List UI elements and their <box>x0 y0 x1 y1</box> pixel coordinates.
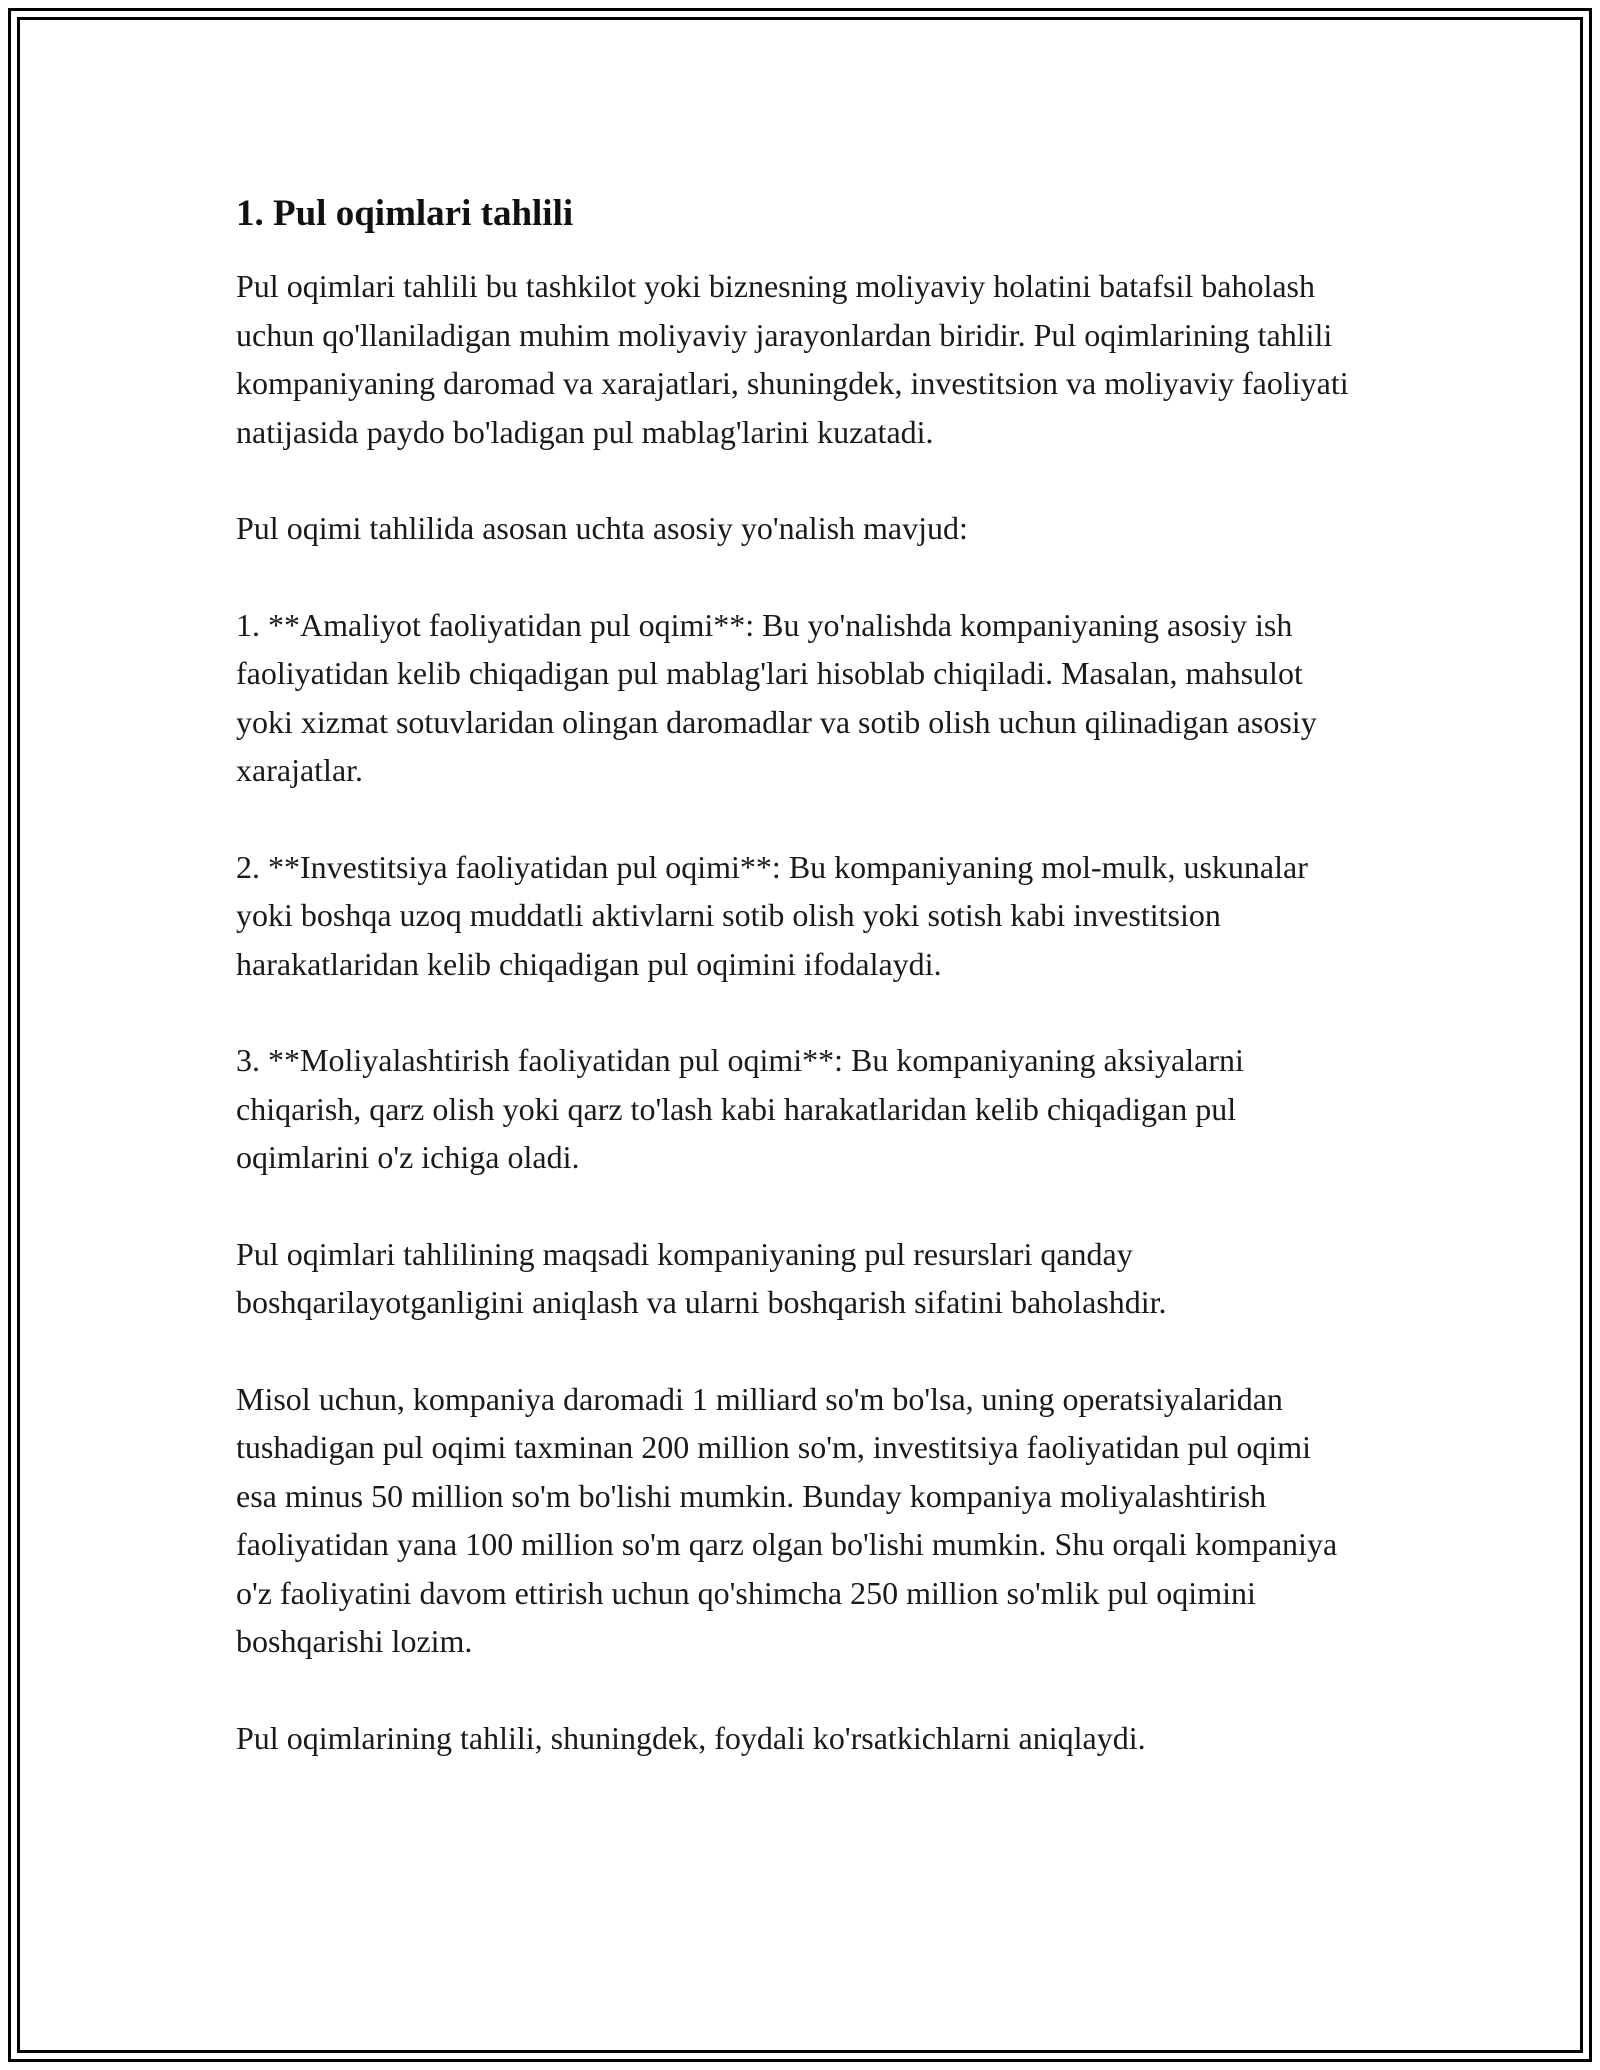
paragraph-financing-cash-flow: 3. **Moliyalashtirish faoliyatidan pul oqimi**: Bu kompaniyaning aksiyalarni chiqarish, qarz olish yoki qarz to'lash kabi harakatlaridan kelib chiqadigan pul oqimlarini o'z ichiga oladi. <box>236 1042 1244 1175</box>
paragraph-conclusion: Pul oqimlarining tahlili, shuningdek, foydali ko'rsatkichlarni aniqlaydi. <box>236 1719 1146 1756</box>
paragraph-operating-cash-flow: 1. **Amaliyot faoliyatidan pul oqimi**: Bu yo'nalishda kompaniyaning asosiy ish faoliyatidan kelib chiqadigan pul mablag'lari hisoblab chiqiladi. Masalan, mahsulot yoki xizmat sotuvlaridan olingan daromadlar va sotib olish uchun qilinadigan asosiy xarajatlar. <box>236 606 1317 788</box>
paragraph-intro: Pul oqimlari tahlili bu tashkilot yoki biznesning moliyaviy holatini batafsil baholash uchun qo'llaniladigan muhim moliyaviy jarayonlardan biridir. Pul oqimlarining tahlili kompaniyaning daromad va xarajatlari, shuningdek, investitsion va moliyaviy faoliyati natijasida paydo bo'ladigan pul mablag'larini kuzatadi. <box>236 268 1349 450</box>
paragraph-investing-cash-flow: 2. **Investitsiya faoliyatidan pul oqimi**: Bu kompaniyaning mol-mulk, uskunalar yoki boshqa uzoq muddatli aktivlarni sotib olish yoki sotish kabi investitsion harakatlaridan kelib chiqadigan pul oqimini ifodalaydi. <box>236 848 1308 982</box>
section-heading: 1. Pul oqimlari tahlili <box>236 193 574 234</box>
document-body <box>236 186 1356 1810</box>
paragraph-directions-intro: Pul oqimi tahlilida asosan uchta asosiy yo'nalish mavjud: <box>236 510 968 546</box>
paragraph-example: Misol uchun, kompaniya daromadi 1 milliard so'm bo'lsa, uning operatsiyalaridan tushadigan pul oqimi taxminan 200 million so'm, investitsiya faoliyatidan pul oqimi esa minus 50 million so'm bo'lishi mumkin. Bunday kompaniya moliyalashtirish faoliyatidan yana 100 million so'm qarz olgan bo'lishi mumkin. Shu orqali kompaniya o'z faoliyatini davom ettirish uchun qo'shimcha 250 million so'mlik pul oqimini boshqarishi lozim. <box>236 1380 1338 1659</box>
paragraph-purpose: Pul oqimlari tahlilining maqsadi kompaniyaning pul resurslari qanday boshqarilayotganligini aniqlash va ularni boshqarish sifatini baholashdir. <box>236 1235 1167 1320</box>
